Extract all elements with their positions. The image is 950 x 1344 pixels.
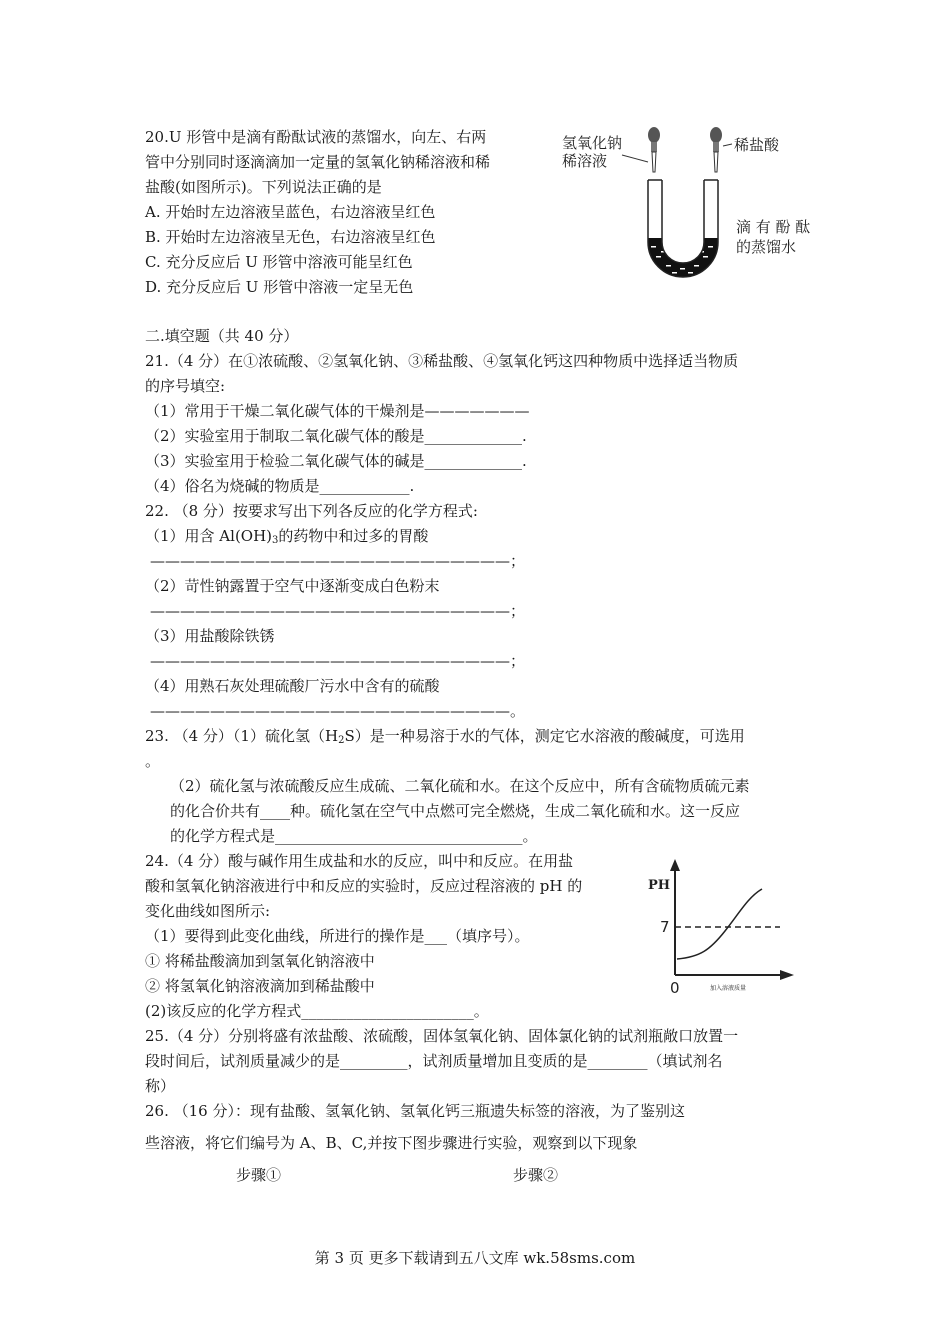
q21-item-1: （1）常用于干燥二氧化碳气体的干燥剂是——————— (145, 402, 530, 420)
q25-line-2: 段时间后，试剂质量减少的是_________，试剂质量增加且变质的是________（填试剂名 (145, 1052, 723, 1070)
y-axis-label: PH (648, 878, 671, 893)
q22-stem: 22. （8 分）按要求写出下列各反应的化学方程式: (145, 502, 478, 520)
hcl-label: 稀盐酸 (734, 136, 780, 154)
water-label-1: 滴 有 酚 酞 (736, 218, 811, 236)
q20-option-c: C. 充分反应后 U 形管中溶液可能呈红色 (145, 253, 413, 271)
q24-line-7: (2)该反应的化学方程式_______________________。 (145, 1002, 489, 1020)
ref-7-label: 7 (660, 918, 670, 936)
water-label-2: 的蒸馏水 (736, 238, 797, 256)
q22-answer-blank-3: ————————————————————————； (150, 652, 526, 670)
q23-line-4: 的化合价共有____种。硫化氢在空气中点燃可完全燃烧，生成二氧化硫和水。这一反应 (170, 802, 741, 820)
q24-line-3: 变化曲线如图所示: (145, 902, 271, 920)
q26-step-2: 步骤② (513, 1166, 559, 1184)
q20-stem-line-1: 20.U 形管中是滴有酚酞试液的蒸馏水，向左、右两 (145, 128, 487, 146)
q21-item-3: （3）实验室用于检验二氧化碳气体的碱是_____________. (145, 452, 527, 470)
q21-stem-line-2: 的序号填空: (145, 377, 226, 395)
q22-item-2: （2）苛性钠露置于空气中逐渐变成白色粉末 (145, 577, 440, 595)
naoh-label-1: 氢氧化钠 (562, 134, 623, 152)
q24-line-4: （1）要得到此变化曲线，所进行的操作是___（填序号）。 (145, 927, 530, 945)
q20-option-d: D. 充分反应后 U 形管中溶液一定呈无色 (145, 278, 414, 296)
ph-curve-chart (640, 855, 800, 1000)
q21-item-2: （2）实验室用于制取二氧化碳气体的酸是_____________. (145, 427, 527, 445)
q20-stem-line-2: 管中分别同时逐滴滴加一定量的氢氧化钠稀溶液和稀 (145, 153, 491, 171)
q22-answer-blank-2: ————————————————————————； (150, 602, 526, 620)
q21-stem-line-1: 21.（4 分）在①浓硫酸、②氢氧化钠、③稀盐酸、④氢氧化钙这四种物质中选择适当物质 (145, 352, 739, 370)
q24-option-2: ② 将氢氧化钠溶液滴加到稀盐酸中 (145, 977, 375, 995)
q23-line-5: 的化学方程式是_________________________________。 (170, 827, 538, 845)
page-footer: 第 3 页 更多下载请到五八文库 wk.58sms.com (314, 1249, 636, 1267)
q20-option-b: B. 开始时左边溶液呈无色，右边溶液呈红色 (145, 228, 436, 246)
q25-line-1: 25.（4 分）分别将盛有浓盐酸、浓硫酸，固体氢氧化钠、固体氯化钠的试剂瓶敞口放置一 (145, 1027, 739, 1045)
origin-label: 0 (670, 979, 680, 997)
q23-line-1: 23. （4 分）（1）硫化氢$(H_2S)$是一种易溶于水的气体，测定它水溶液的酸碱度，可选用 (145, 727, 745, 746)
q22-item-4: （4）用熟石灰处理硫酸厂污水中含有的硫酸 (145, 677, 440, 695)
q20-option-a: A. 开始时左边溶液呈蓝色，右边溶液呈红色 (145, 203, 436, 221)
left-dropper-icon (648, 127, 660, 172)
right-dropper-icon (710, 127, 722, 172)
q24-line-2: 酸和氢氧化钠溶液进行中和反应的实验时，反应过程溶液的 pH 的 (145, 877, 583, 895)
q22-item-1: （1）用含 $Al(OH)_3$的药物中和过多的胃酸 (145, 527, 429, 546)
q24-line-1: 24.（4 分）酸与碱作用生成盐和水的反应，叫中和反应。在用盐 (145, 852, 574, 870)
q22-answer-blank-1: ————————————————————————； (150, 552, 526, 570)
q23-line-3: （2）硫化氢与浓硫酸反应生成硫、二氧化硫和水。在这个反应中，所有含硫物质硫元素 (170, 777, 750, 795)
q26-line-2: 些溶液，将它们编号为 A、B、C,并按下图步骤进行实验，观察到以下现象 (145, 1134, 638, 1152)
y-axis-arrow (670, 859, 680, 871)
q24-option-1: ① 将稀盐酸滴加到氢氧化钠溶液中 (145, 952, 375, 970)
naoh-label-2: 稀溶液 (562, 152, 608, 170)
x-axis-arrow (780, 970, 794, 980)
q22-item-3: （3）用盐酸除铁锈 (145, 627, 275, 645)
q26-line-1: 26. （16 分）：现有盐酸、氢氧化钠、氢氧化钙三瓶遗失标签的溶液，为了鉴别这 (145, 1102, 685, 1120)
x-axis-label: 加入溶液质量 (710, 985, 747, 992)
q20-stem-line-3: 盐酸(如图所示)。下列说法正确的是 (145, 178, 382, 196)
q25-line-3: 称） (145, 1077, 176, 1095)
q23-line-2: 。 (145, 752, 161, 770)
section-title: 二.填空题（共 40 分） (145, 327, 299, 345)
q22-answer-blank-4: ————————————————————————。 (150, 702, 526, 720)
q21-item-4: （4）俗名为烧碱的物质是____________. (145, 477, 415, 495)
ph-curve (677, 889, 762, 959)
q26-step-1: 步骤① (236, 1166, 282, 1184)
